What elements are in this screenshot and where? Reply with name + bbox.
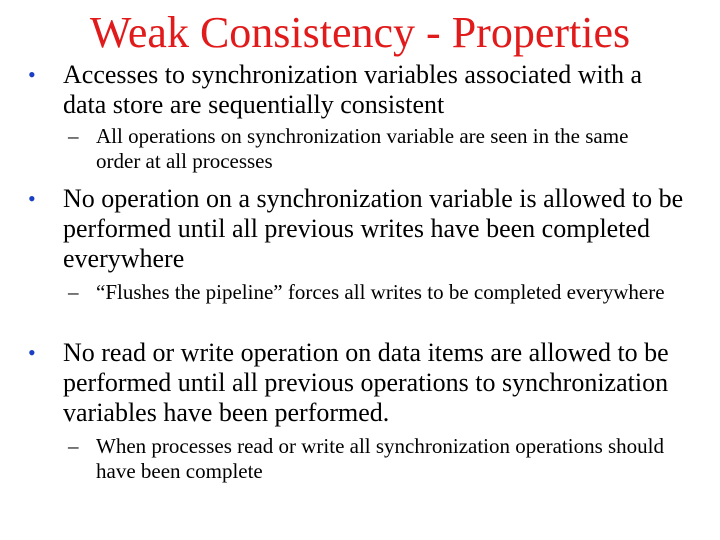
sub-bullet-item [68, 434, 668, 484]
sub-bullet-text: All operations on synchronization variable are seen in the same order at all processes [96, 124, 629, 173]
bullet-marker: • [28, 62, 36, 87]
bullet-item [28, 184, 688, 274]
bullet-text: No read or write operation on data items are allowed to be performed until all previous operations to synchronization variables have been performed. [63, 338, 669, 427]
slide-title: Weak Consistency - Properties [89, 8, 631, 57]
sub-bullet-item [68, 124, 668, 174]
sub-bullet-marker: – [68, 124, 79, 148]
sub-bullet-text: “Flushes the pipeline” forces all writes to be completed everywhere [96, 280, 665, 304]
bullet-item [28, 60, 688, 120]
sub-bullet-marker: – [68, 434, 79, 458]
bullet-marker: • [28, 186, 36, 211]
bullet-item [28, 338, 688, 428]
bullet-text: No operation on a synchronization variable is allowed to be performed until all previous writes have been completed everywhere [63, 184, 684, 273]
bullet-marker: • [28, 340, 36, 365]
sub-bullet-text: When processes read or write all synchronization operations should have been complete [96, 434, 664, 483]
bullet-text: Accesses to synchronization variables associated with a data store are sequentially consistent [63, 60, 643, 119]
sub-bullet-marker: – [68, 280, 79, 304]
sub-bullet-item [68, 280, 668, 305]
